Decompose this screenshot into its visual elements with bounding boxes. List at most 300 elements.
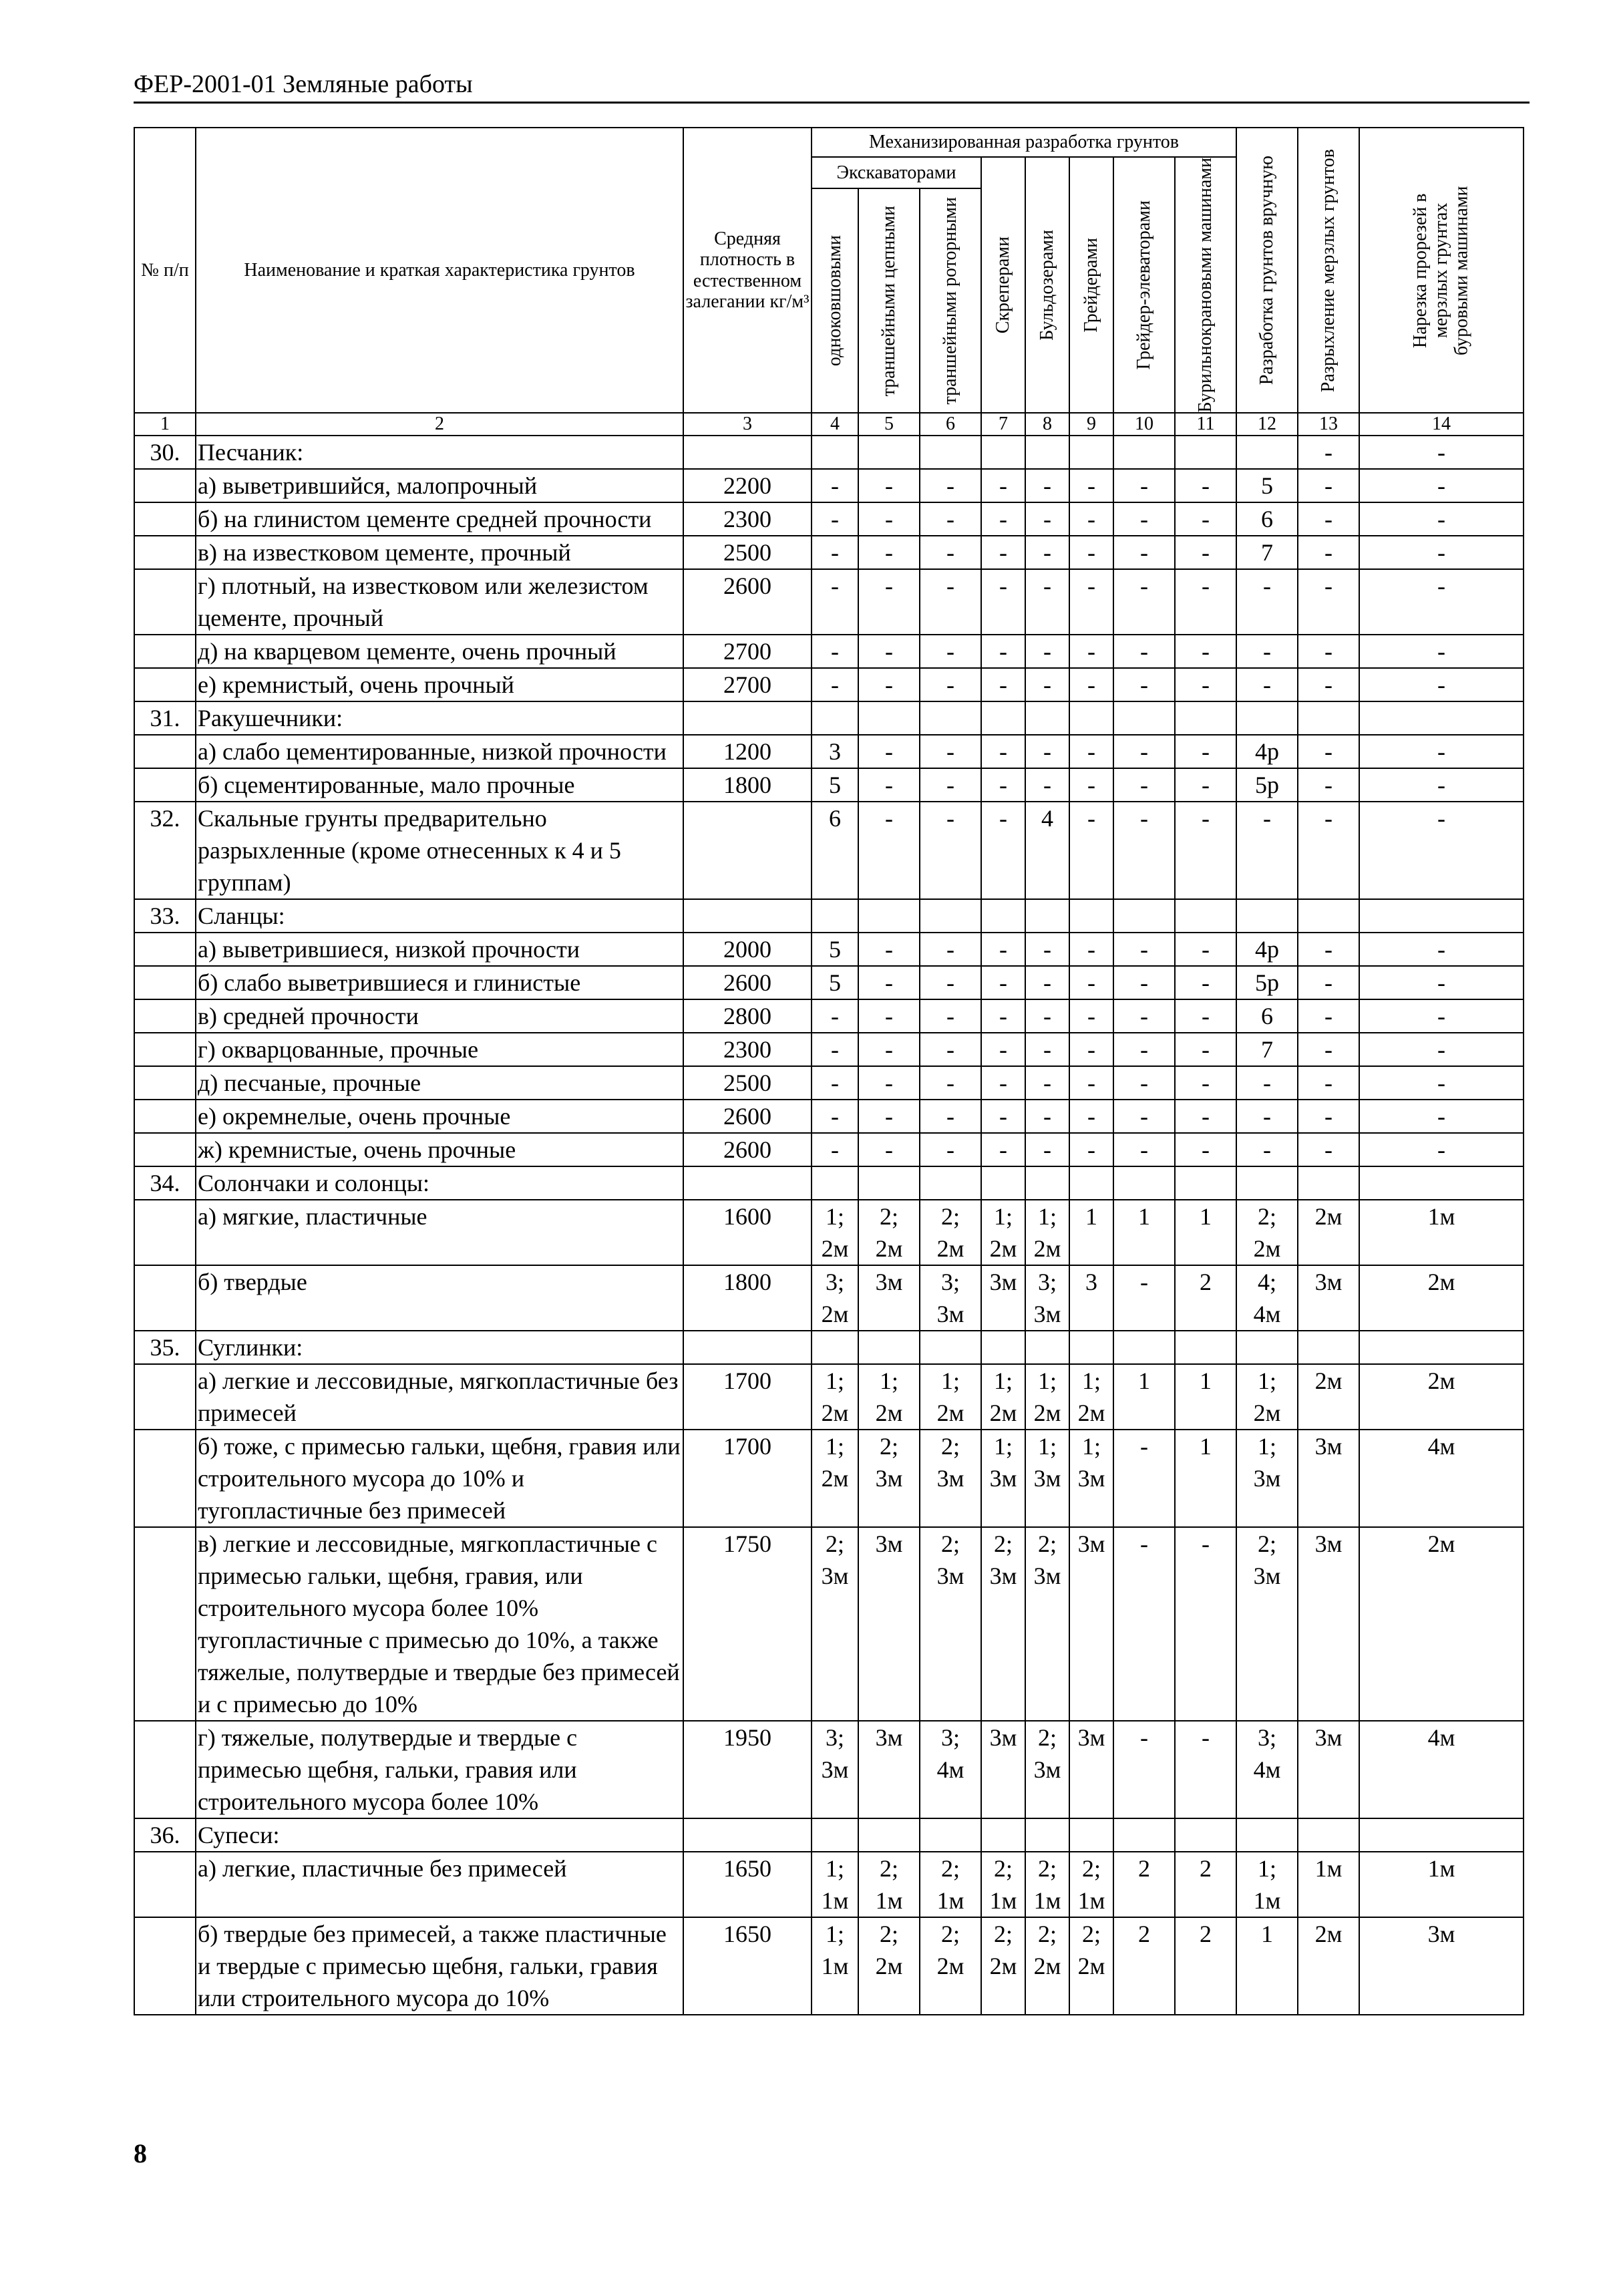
- value-cell: -: [1113, 1721, 1175, 1818]
- value-cell: 1; 2м: [812, 1364, 858, 1430]
- soil-density: 2800: [683, 999, 812, 1033]
- value-cell: [1175, 899, 1236, 933]
- value-cell: [1298, 899, 1359, 933]
- table-row: [134, 536, 1524, 569]
- value-cell: -: [1113, 735, 1175, 768]
- value-cell: -: [1359, 502, 1524, 536]
- value-cell: 1; 3м: [1069, 1430, 1113, 1527]
- value-cell: 2; 1м: [920, 1852, 981, 1917]
- value-cell: [1069, 1331, 1113, 1364]
- table-row: [134, 735, 1524, 768]
- value-cell: 1; 3м: [1025, 1430, 1069, 1527]
- row-number: [134, 569, 196, 635]
- value-cell: 3м: [1069, 1721, 1113, 1818]
- row-number: [134, 1364, 196, 1430]
- soil-density: 2600: [683, 569, 812, 635]
- header-mechanized: Механизированная разработка грунтов: [812, 128, 1236, 157]
- row-number: [134, 966, 196, 999]
- value-cell: -: [812, 469, 858, 502]
- value-cell: -: [858, 469, 920, 502]
- value-cell: 6: [1236, 999, 1298, 1033]
- value-cell: 7: [1236, 1033, 1298, 1066]
- soil-density: [683, 1166, 812, 1200]
- soil-name: а) выветрившийся, малопрочный: [196, 469, 683, 502]
- value-cell: [1025, 1331, 1069, 1364]
- soil-density: [683, 436, 812, 469]
- soil-name: в) легкие и лессовидные, мягкопластичные с примесью гальки, щебня, гравия, или строительного мусора более 10% тугопластичные с примесью до 10%, а также тяжелые, полутвердые и твердые без примесей и с примесью до 10%: [196, 1527, 683, 1721]
- value-cell: -: [1359, 966, 1524, 999]
- value-cell: -: [1025, 933, 1069, 966]
- soil-density: 2700: [683, 635, 812, 668]
- value-cell: 1; 3м: [1236, 1430, 1298, 1527]
- value-cell: [858, 1331, 920, 1364]
- value-cell: -: [1236, 569, 1298, 635]
- value-cell: -: [1113, 802, 1175, 899]
- table-row: [134, 966, 1524, 999]
- soil-density: 2000: [683, 933, 812, 966]
- value-cell: [1025, 899, 1069, 933]
- value-cell: 3м: [858, 1721, 920, 1818]
- soil-density: 1750: [683, 1527, 812, 1721]
- value-cell: [1298, 1166, 1359, 1200]
- value-cell: -: [1236, 635, 1298, 668]
- value-cell: -: [981, 1066, 1025, 1100]
- soil-name: в) средней прочности: [196, 999, 683, 1033]
- value-cell: -: [1359, 569, 1524, 635]
- soil-name: Песчаник:: [196, 436, 683, 469]
- value-cell: 2; 1м: [981, 1852, 1025, 1917]
- soil-classification-table: [134, 127, 1524, 2015]
- column-number: 14: [1359, 413, 1524, 435]
- value-cell: -: [858, 569, 920, 635]
- value-cell: -: [858, 1033, 920, 1066]
- value-cell: -: [858, 668, 920, 701]
- value-cell: -: [1236, 1133, 1298, 1166]
- soil-name: Солончаки и солонцы:: [196, 1166, 683, 1200]
- value-cell: -: [1298, 933, 1359, 966]
- value-cell: -: [1113, 999, 1175, 1033]
- value-cell: [812, 899, 858, 933]
- value-cell: [1069, 701, 1113, 735]
- value-cell: -: [920, 1066, 981, 1100]
- value-cell: [1236, 701, 1298, 735]
- column-number-row: [134, 413, 1524, 435]
- value-cell: 6: [1236, 502, 1298, 536]
- value-cell: [1113, 1331, 1175, 1364]
- row-number: 36.: [134, 1818, 196, 1852]
- value-cell: -: [981, 1133, 1025, 1166]
- value-cell: 3м: [1298, 1430, 1359, 1527]
- value-cell: -: [1113, 1430, 1175, 1527]
- value-cell: [920, 899, 981, 933]
- value-cell: 1; 2м: [920, 1364, 981, 1430]
- value-cell: [1175, 701, 1236, 735]
- value-cell: -: [920, 966, 981, 999]
- soil-density: 1200: [683, 735, 812, 768]
- column-number: 7: [981, 413, 1025, 435]
- value-cell: -: [920, 999, 981, 1033]
- soil-density: [683, 701, 812, 735]
- value-cell: 5р: [1236, 966, 1298, 999]
- value-cell: 1: [1113, 1364, 1175, 1430]
- value-cell: -: [1236, 1100, 1298, 1133]
- row-number: [134, 635, 196, 668]
- row-number: [134, 735, 196, 768]
- column-number: 3: [683, 413, 812, 435]
- row-number: 35.: [134, 1331, 196, 1364]
- value-cell: 1; 1м: [1236, 1852, 1298, 1917]
- value-cell: -: [812, 1133, 858, 1166]
- value-cell: -: [1298, 768, 1359, 802]
- value-cell: -: [981, 536, 1025, 569]
- soil-name: в) на известковом цементе, прочный: [196, 536, 683, 569]
- value-cell: -: [920, 735, 981, 768]
- value-cell: [1175, 1818, 1236, 1852]
- table-row: [134, 999, 1524, 1033]
- value-cell: 3м: [858, 1265, 920, 1331]
- value-cell: -: [812, 536, 858, 569]
- value-cell: 1; 1м: [812, 1852, 858, 1917]
- value-cell: [1025, 436, 1069, 469]
- value-cell: -: [1175, 502, 1236, 536]
- value-cell: -: [812, 635, 858, 668]
- row-number: [134, 933, 196, 966]
- value-cell: 3; 4м: [1236, 1721, 1298, 1818]
- value-cell: 2; 2м: [920, 1200, 981, 1265]
- value-cell: 2м: [1298, 1364, 1359, 1430]
- value-cell: -: [981, 933, 1025, 966]
- table-row: [134, 436, 1524, 469]
- value-cell: [858, 1166, 920, 1200]
- value-cell: -: [1298, 735, 1359, 768]
- value-cell: 3м: [981, 1265, 1025, 1331]
- value-cell: 5р: [1236, 768, 1298, 802]
- document-header: [134, 64, 1530, 104]
- value-cell: -: [812, 668, 858, 701]
- table-row: [134, 1852, 1524, 1917]
- value-cell: 2; 3м: [1025, 1527, 1069, 1721]
- value-cell: -: [1175, 1133, 1236, 1166]
- value-cell: -: [1298, 502, 1359, 536]
- value-cell: [858, 1818, 920, 1852]
- page-number: 8: [134, 2138, 147, 2168]
- value-cell: -: [858, 536, 920, 569]
- value-cell: -: [1175, 635, 1236, 668]
- value-cell: [1236, 899, 1298, 933]
- value-cell: 2: [1175, 1917, 1236, 2015]
- table-row: [134, 1331, 1524, 1364]
- value-cell: 2м: [1359, 1364, 1524, 1430]
- value-cell: [812, 1166, 858, 1200]
- value-cell: -: [1113, 1033, 1175, 1066]
- value-cell: -: [1298, 668, 1359, 701]
- value-cell: -: [1069, 735, 1113, 768]
- value-cell: -: [920, 1033, 981, 1066]
- value-cell: -: [981, 735, 1025, 768]
- value-cell: [858, 436, 920, 469]
- table-row: [134, 1818, 1524, 1852]
- value-cell: -: [981, 569, 1025, 635]
- value-cell: 1; 2м: [981, 1200, 1025, 1265]
- value-cell: -: [1298, 469, 1359, 502]
- value-cell: [1236, 1818, 1298, 1852]
- value-cell: 2: [1175, 1852, 1236, 1917]
- column-number: 8: [1025, 413, 1069, 435]
- value-cell: 3; 3м: [920, 1265, 981, 1331]
- table-row: [134, 1166, 1524, 1200]
- row-number: [134, 999, 196, 1033]
- value-cell: -: [1113, 933, 1175, 966]
- value-cell: 4м: [1359, 1721, 1524, 1818]
- value-cell: -: [920, 635, 981, 668]
- value-cell: 1; 2м: [1025, 1364, 1069, 1430]
- header-loosening: Разрыхление мерзлых грунтов: [1298, 128, 1359, 413]
- value-cell: -: [1069, 1100, 1113, 1133]
- value-cell: 1: [1175, 1364, 1236, 1430]
- value-cell: [1236, 1331, 1298, 1364]
- value-cell: [812, 701, 858, 735]
- value-cell: -: [1298, 635, 1359, 668]
- value-cell: 1м: [1298, 1852, 1359, 1917]
- value-cell: 1: [1236, 1917, 1298, 2015]
- value-cell: -: [1069, 1033, 1113, 1066]
- row-number: [134, 1033, 196, 1066]
- value-cell: -: [1069, 502, 1113, 536]
- value-cell: -: [1298, 1100, 1359, 1133]
- value-cell: -: [920, 1100, 981, 1133]
- value-cell: -: [1175, 802, 1236, 899]
- table-row: [134, 502, 1524, 536]
- value-cell: 1; 2м: [812, 1200, 858, 1265]
- value-cell: 1; 2м: [1025, 1200, 1069, 1265]
- header-num: № п/п: [134, 128, 196, 413]
- value-cell: 1: [1175, 1430, 1236, 1527]
- soil-density: 1650: [683, 1852, 812, 1917]
- value-cell: -: [1113, 1265, 1175, 1331]
- value-cell: -: [1069, 1133, 1113, 1166]
- table-row: [134, 1200, 1524, 1265]
- value-cell: -: [1025, 768, 1069, 802]
- value-cell: -: [1236, 668, 1298, 701]
- value-cell: -: [920, 768, 981, 802]
- value-cell: 2; 2м: [981, 1917, 1025, 2015]
- value-cell: 2; 1м: [1069, 1852, 1113, 1917]
- value-cell: [981, 1331, 1025, 1364]
- value-cell: -: [858, 1100, 920, 1133]
- column-number: 4: [812, 413, 858, 435]
- value-cell: -: [1113, 569, 1175, 635]
- value-cell: 2; 2м: [920, 1917, 981, 2015]
- value-cell: -: [1236, 802, 1298, 899]
- value-cell: [981, 1818, 1025, 1852]
- header-scrapers: Скреперами: [981, 157, 1025, 413]
- value-cell: 2; 3м: [920, 1430, 981, 1527]
- value-cell: -: [920, 1133, 981, 1166]
- value-cell: -: [1025, 999, 1069, 1033]
- row-number: 31.: [134, 701, 196, 735]
- value-cell: 5: [812, 933, 858, 966]
- value-cell: -: [1113, 536, 1175, 569]
- soil-name: а) выветрившиеся, низкой прочности: [196, 933, 683, 966]
- value-cell: -: [1069, 768, 1113, 802]
- value-cell: 2; 2м: [1236, 1200, 1298, 1265]
- soil-name: ж) кремнистые, очень прочные: [196, 1133, 683, 1166]
- soil-density: 1950: [683, 1721, 812, 1818]
- value-cell: -: [812, 569, 858, 635]
- value-cell: [812, 436, 858, 469]
- value-cell: 1м: [1359, 1200, 1524, 1265]
- table-row: [134, 1066, 1524, 1100]
- table-row: [134, 768, 1524, 802]
- value-cell: 3; 4м: [920, 1721, 981, 1818]
- value-cell: -: [812, 999, 858, 1033]
- soil-density: 1700: [683, 1364, 812, 1430]
- value-cell: 3; 3м: [812, 1721, 858, 1818]
- value-cell: [1359, 899, 1524, 933]
- value-cell: -: [981, 1100, 1025, 1133]
- value-cell: 2м: [1359, 1265, 1524, 1331]
- row-number: 33.: [134, 899, 196, 933]
- value-cell: -: [1025, 1066, 1069, 1100]
- value-cell: -: [1359, 802, 1524, 899]
- value-cell: 1; 1м: [812, 1917, 858, 2015]
- value-cell: [1113, 899, 1175, 933]
- value-cell: [1359, 1166, 1524, 1200]
- table-row: [134, 802, 1524, 899]
- value-cell: -: [1298, 966, 1359, 999]
- table-row: [134, 1133, 1524, 1166]
- table-row: [134, 1917, 1524, 2015]
- value-cell: -: [1025, 966, 1069, 999]
- row-number: [134, 1430, 196, 1527]
- soil-density: 2700: [683, 668, 812, 701]
- value-cell: 1; 2м: [1236, 1364, 1298, 1430]
- value-cell: -: [1359, 668, 1524, 701]
- value-cell: -: [1069, 966, 1113, 999]
- value-cell: [1236, 436, 1298, 469]
- value-cell: [1113, 436, 1175, 469]
- value-cell: 1: [1175, 1200, 1236, 1265]
- value-cell: -: [812, 1100, 858, 1133]
- soil-name: а) слабо цементированные, низкой прочности: [196, 735, 683, 768]
- value-cell: -: [1298, 536, 1359, 569]
- header-excavators: Экскаваторами: [812, 157, 981, 188]
- value-cell: 3м: [1359, 1917, 1524, 2015]
- soil-density: 1800: [683, 1265, 812, 1331]
- value-cell: -: [981, 502, 1025, 536]
- soil-density: 1650: [683, 1917, 812, 2015]
- table-row: [134, 668, 1524, 701]
- value-cell: -: [981, 1033, 1025, 1066]
- value-cell: -: [858, 502, 920, 536]
- value-cell: -: [1359, 933, 1524, 966]
- soil-name: б) твердые: [196, 1265, 683, 1331]
- value-cell: -: [1175, 1066, 1236, 1100]
- table-row: [134, 569, 1524, 635]
- soil-name: Скальные грунты предварительно разрыхленные (кроме отнесенных к 4 и 5 группам): [196, 802, 683, 899]
- row-number: [134, 502, 196, 536]
- value-cell: 2; 1м: [1025, 1852, 1069, 1917]
- value-cell: -: [1359, 469, 1524, 502]
- table-row: [134, 1033, 1524, 1066]
- value-cell: 3; 2м: [812, 1265, 858, 1331]
- value-cell: [812, 1331, 858, 1364]
- value-cell: -: [1069, 933, 1113, 966]
- value-cell: -: [1113, 668, 1175, 701]
- table-row: [134, 1100, 1524, 1133]
- value-cell: [1113, 1166, 1175, 1200]
- column-number: 2: [196, 413, 683, 435]
- value-cell: -: [1359, 999, 1524, 1033]
- value-cell: [1069, 1166, 1113, 1200]
- soil-name: Ракушечники:: [196, 701, 683, 735]
- value-cell: -: [1359, 436, 1524, 469]
- value-cell: 2; 3м: [812, 1527, 858, 1721]
- value-cell: 5: [812, 768, 858, 802]
- value-cell: -: [858, 802, 920, 899]
- soil-density: 2300: [683, 502, 812, 536]
- value-cell: 4м: [1359, 1430, 1524, 1527]
- value-cell: [858, 899, 920, 933]
- soil-name: г) окварцованные, прочные: [196, 1033, 683, 1066]
- soil-density: [683, 802, 812, 899]
- value-cell: -: [1175, 1033, 1236, 1066]
- value-cell: -: [1298, 1066, 1359, 1100]
- value-cell: -: [858, 735, 920, 768]
- value-cell: -: [1113, 469, 1175, 502]
- soil-name: а) мягкие, пластичные: [196, 1200, 683, 1265]
- value-cell: 1; 3м: [981, 1430, 1025, 1527]
- value-cell: [981, 899, 1025, 933]
- value-cell: -: [812, 1066, 858, 1100]
- value-cell: -: [1359, 1033, 1524, 1066]
- value-cell: -: [1113, 1527, 1175, 1721]
- value-cell: 1; 2м: [981, 1364, 1025, 1430]
- column-number: 13: [1298, 413, 1359, 435]
- value-cell: -: [1236, 1066, 1298, 1100]
- value-cell: -: [1175, 569, 1236, 635]
- table-row: [134, 701, 1524, 735]
- header-drill-cranes: Бурильнокрановыми машинами: [1175, 157, 1236, 413]
- soil-name: г) плотный, на известковом или железистом цементе, прочный: [196, 569, 683, 635]
- value-cell: -: [1025, 1133, 1069, 1166]
- header-grader-elevators: Грейдер-элеваторами: [1113, 157, 1175, 413]
- value-cell: -: [1025, 735, 1069, 768]
- value-cell: 4: [1025, 802, 1069, 899]
- header-manual: Разработка грунтов вручную: [1236, 128, 1298, 413]
- value-cell: 2: [1113, 1917, 1175, 2015]
- table-row: [134, 1430, 1524, 1527]
- row-number: [134, 768, 196, 802]
- value-cell: 2; 2м: [858, 1200, 920, 1265]
- value-cell: -: [1359, 1100, 1524, 1133]
- document-title: ФЕР-2001-01 Земляные работы: [134, 70, 473, 98]
- value-cell: -: [1025, 469, 1069, 502]
- row-number: [134, 536, 196, 569]
- value-cell: -: [1359, 536, 1524, 569]
- value-cell: [1359, 1331, 1524, 1364]
- value-cell: [981, 1166, 1025, 1200]
- value-cell: -: [1359, 1066, 1524, 1100]
- row-number: [134, 1527, 196, 1721]
- value-cell: 5: [1236, 469, 1298, 502]
- value-cell: -: [920, 933, 981, 966]
- value-cell: [1113, 1818, 1175, 1852]
- value-cell: 1: [1113, 1200, 1175, 1265]
- value-cell: 2; 2м: [1069, 1917, 1113, 2015]
- value-cell: -: [981, 469, 1025, 502]
- soil-name: д) на кварцевом цементе, очень прочный: [196, 635, 683, 668]
